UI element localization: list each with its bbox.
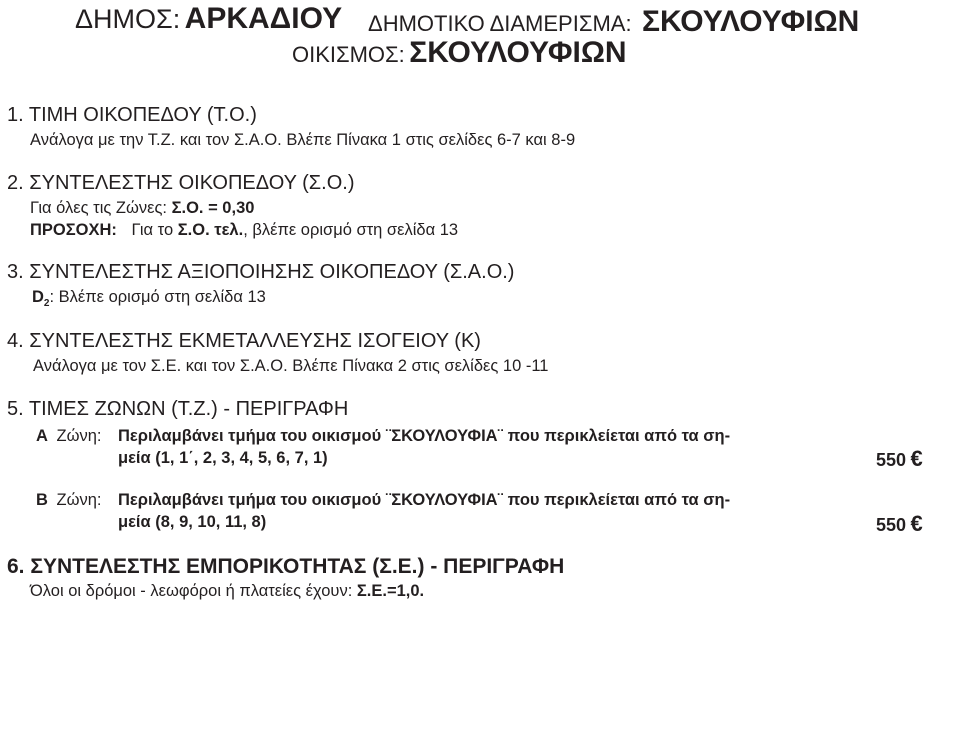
section-1-title: 1. ΤΙΜΗ ΟΙΚΟΠΕΔΟΥ (Τ.Ο.) [7, 104, 257, 126]
header-settlement [292, 36, 627, 70]
section-3-title: 3. ΣΥΝΤΕΛΕΣΤΗΣ ΑΞΙΟΠΟΙΗΣΗΣ ΟΙΚΟΠΕΔΟΥ (Σ.Α.Ο.) [7, 261, 515, 283]
warning-rest: , βλέπε ορισμό στη σελίδα 13 [243, 221, 459, 239]
zone-letter: Α [36, 427, 48, 445]
section-6-line: Όλοι οι δρόμοι - λεωφόροι ή πλατείες έχουν: [30, 582, 353, 600]
district-name: ΣΚΟΥΛΟΥΦΙΩΝ [642, 5, 860, 38]
warning-text: Για το [131, 221, 174, 239]
header-municipality [75, 2, 342, 36]
section-3-text [32, 288, 266, 307]
section-3-line: : Βλέπε ορισμό στη σελίδα 13 [49, 288, 266, 306]
zone-b-price [876, 511, 923, 537]
zone-label: Ζώνη: [56, 491, 102, 509]
warning-label: ΠΡΟΣΟΧΗ: [30, 221, 117, 239]
zone-b-description-line1: Περιλαμβάνει τμήμα του οικισμού ¨ΣΚΟΥΛΟΥΦΙΑ¨ που περικλείεται από τα ση- [118, 491, 731, 509]
se-value: Σ.Ε.=1,0. [356, 582, 425, 600]
zone-b-description-line2: μεία (8, 9, 10, 11, 8) [118, 513, 267, 531]
d-subscript: 2 [43, 298, 50, 309]
section-6-text [30, 582, 424, 601]
euro-icon: € [910, 511, 923, 536]
zone-label: Ζώνη: [56, 427, 102, 445]
so-value: Σ.Ο. = 0,30 [171, 199, 255, 217]
section-4-text: Ανάλογα με τον Σ.Ε. και τον Σ.Α.Ο. Βλέπε Πίνακα 2 στις σελίδες 10 -11 [33, 357, 549, 375]
zone-a-letter [36, 427, 102, 446]
header-district [368, 5, 859, 39]
section-4-title: 4. ΣΥΝΤΕΛΕΣΤΗΣ ΕΚΜΕΤΑΛΛΕΥΣΗΣ ΙΣΟΓΕΙΟΥ (Κ) [7, 330, 481, 352]
settlement-label: ΟΙΚΙΣΜΟΣ: [292, 42, 405, 67]
settlement-name: ΣΚΟΥΛΟΥΦΙΩΝ [409, 36, 627, 69]
section-2-line1 [30, 199, 254, 218]
euro-icon: € [910, 446, 923, 471]
zone-a-description-line2: μεία (1, 1΄, 2, 3, 4, 5, 6, 7, 1) [118, 449, 328, 467]
section-5-title: 5. ΤΙΜΕΣ ΖΩΝΩΝ (Τ.Ζ.) - ΠΕΡΙΓΡΑΦΗ [7, 398, 349, 420]
section-6-title: 6. ΣΥΝΤΕΛΕΣΤΗΣ ΕΜΠΟΡΙΚΟΤΗΤΑΣ (Σ.Ε.) - ΠΕΡΙΓΡΑΦΗ [7, 555, 565, 578]
zones-text: Για όλες τις Ζώνες: [30, 199, 167, 217]
zone-a-description-line1: Περιλαμβάνει τμήμα του οικισμού ¨ΣΚΟΥΛΟΥΦΙΑ¨ που περικλείεται από τα ση- [118, 427, 731, 445]
zone-letter: Β [36, 491, 48, 509]
municipality-label: ΔΗΜΟΣ: [75, 4, 181, 34]
d-symbol: D [32, 288, 44, 306]
zone-a-price [876, 446, 923, 472]
price-value: 550 [876, 515, 907, 535]
warning-term: Σ.Ο. τελ. [177, 221, 244, 239]
municipality-name: ΑΡΚΑΔΙΟΥ [184, 2, 343, 35]
section-2-line2 [30, 221, 458, 240]
section-2-title: 2. ΣΥΝΤΕΛΕΣΤΗΣ ΟΙΚΟΠΕΔΟΥ (Σ.Ο.) [7, 172, 355, 194]
price-value: 550 [876, 450, 907, 470]
section-1-text: Ανάλογα με την Τ.Ζ. και τον Σ.Α.Ο. Βλέπε Πίνακα 1 στις σελίδες 6-7 και 8-9 [30, 131, 576, 149]
district-label: ΔΗΜΟΤΙΚΟ ΔΙΑΜΕΡΙΣΜΑ: [368, 11, 632, 36]
zone-b-letter [36, 491, 102, 510]
